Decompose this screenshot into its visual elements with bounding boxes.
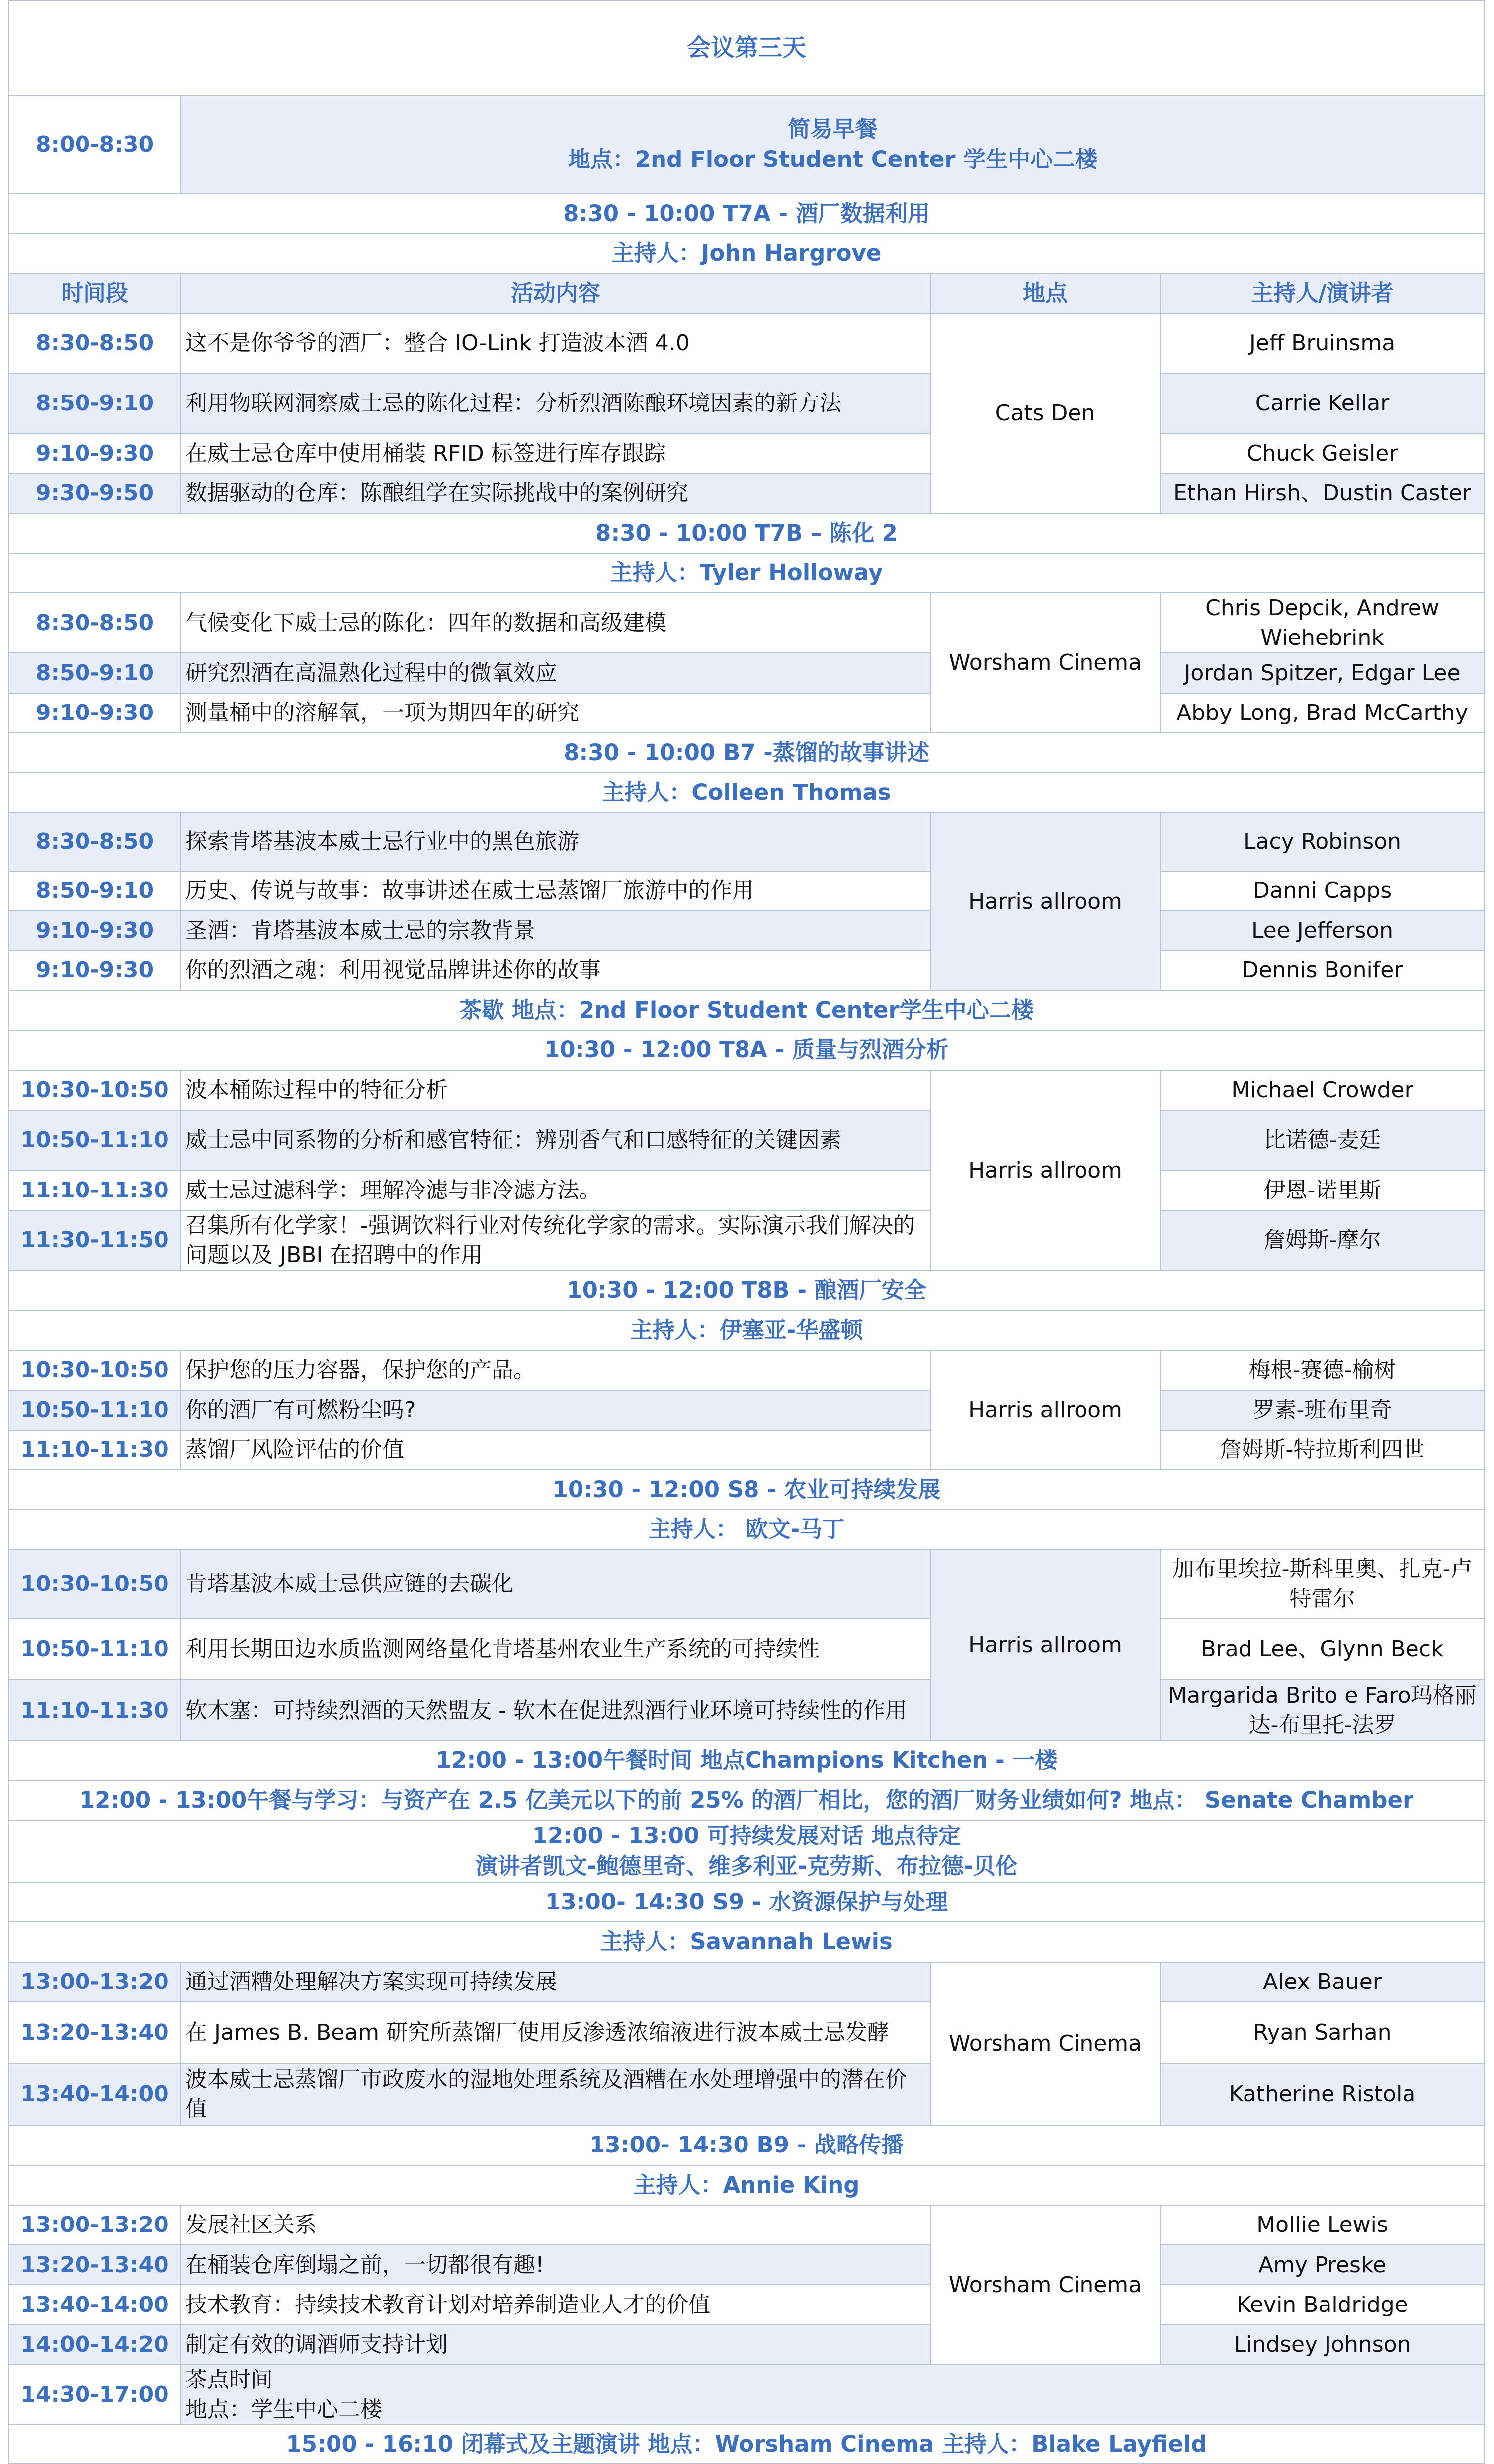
lunch-3-line2: 演讲者凯文-鲍德里奇、维多利亚-克劳斯、布拉德-贝伦 [475,1853,1018,1880]
slot-time: 8:30-8:50 [8,812,181,871]
slot-speaker: Lacy Robinson [1160,812,1485,871]
slot-speaker: Chuck Geisler [1160,433,1485,473]
slot-topic: 肯塔基波本威士忌供应链的去碳化 [181,1549,930,1618]
table-row [8,693,1485,733]
slot-speaker: 比诺德-麦廷 [1160,1110,1485,1170]
lunch-1: 12:00 - 13:00午餐时间 地点Champions Kitchen - 一楼 [8,1741,1485,1780]
slot-topic: 你的烈酒之魂：利用视觉品牌讲述你的故事 [181,951,930,990]
table-row [8,593,1485,653]
slot-topic: 威士忌过滤科学：理解冷滤与非冷滤方法。 [181,1170,930,1210]
tea-row [8,2365,1485,2425]
table-row [8,2205,1485,2245]
breakfast-place: 地点：2nd Floor Student Center 学生中心二楼 [568,146,1098,172]
tea-place: 地点：学生中心二楼 [185,2396,382,2422]
session-host: 主持人：Colleen Thomas [8,773,1485,812]
slot-time: 10:50-11:10 [8,1618,181,1680]
slot-speaker: 詹姆斯-特拉斯利四世 [1160,1430,1485,1470]
tea-time: 14:30-17:00 [8,2365,181,2425]
session-host: 主持人： 欧文-马丁 [8,1510,1485,1549]
breakfast-info [181,95,1485,194]
table-row [8,2245,1485,2285]
slot-topic: 制定有效的调酒师支持计划 [181,2325,930,2365]
slot-time: 9:30-9:50 [8,474,181,513]
table-row [8,911,1485,951]
table-row [8,1962,1485,2002]
header-row [8,274,1485,314]
slot-topic: 发展社区关系 [181,2205,930,2245]
table-row [8,871,1485,911]
slot-topic: 利用长期田边水质监测网络量化肯塔基州农业生产系统的可持续性 [181,1618,930,1680]
table-row [8,474,1485,513]
slot-topic: 波本威士忌蒸馏厂市政废水的湿地处理系统及酒糟在水处理增强中的潜在价值 [181,2063,930,2125]
slot-topic: 研究烈酒在高温熟化过程中的微氧效应 [181,653,930,693]
slot-speaker: 加布里埃拉-斯科里奥、扎克-卢特雷尔 [1160,1549,1485,1618]
slot-speaker: Mollie Lewis [1160,2205,1485,2245]
slot-time: 10:50-11:10 [8,1390,181,1430]
table-row [8,1390,1485,1430]
slot-time: 10:30-10:50 [8,1350,181,1390]
table-row [8,1680,1485,1741]
slot-topic: 这不是你爷爷的酒厂：整合 IO-Link 打造波本酒 4.0 [181,314,930,373]
slot-time: 8:50-9:10 [8,373,181,433]
session-host: 主持人：John Hargrove [8,234,1485,273]
slot-speaker: Ryan Sarhan [1160,2002,1485,2063]
header-topic: 活动内容 [181,274,930,314]
slot-time: 13:40-14:00 [8,2063,181,2125]
slot-time: 13:20-13:40 [8,2002,181,2063]
slot-topic: 蒸馏厂风险评估的价值 [181,1430,930,1470]
slot-speaker: Dennis Bonifer [1160,951,1485,990]
slot-speaker: Alex Bauer [1160,1962,1485,2002]
slot-topic: 利用物联网洞察威士忌的陈化过程：分析烈酒陈酿环境因素的新方法 [181,373,930,433]
breakfast-row [8,95,1485,194]
slot-topic: 数据驱动的仓库：陈酿组学在实际挑战中的案例研究 [181,474,930,513]
slot-speaker: Ethan Hirsh、Dustin Caster [1160,474,1485,513]
slot-speaker: Lindsey Johnson [1160,2325,1485,2365]
tea-name: 茶点时间 [185,2367,273,2393]
slot-time: 9:10-9:30 [8,693,181,733]
table-row [8,1070,1485,1110]
slot-topic: 通过酒糟处理解决方案实现可持续发展 [181,1962,930,2002]
slot-speaker: Katherine Ristola [1160,2063,1485,2125]
slot-topic: 软木塞：可持续烈酒的天然盟友 - 软木在促进烈酒行业环境可持续性的作用 [181,1680,930,1741]
slot-speaker: Brad Lee、Glynn Beck [1160,1618,1485,1680]
slot-time: 13:40-14:00 [8,2285,181,2324]
slot-time: 8:50-9:10 [8,871,181,911]
day-three-schedule [8,0,1485,2464]
slot-topic: 在威士忌仓库中使用桶装 RFID 标签进行库存跟踪 [181,433,930,473]
slot-time: 11:10-11:30 [8,1170,181,1210]
slot-speaker: Kevin Baldridge [1160,2285,1485,2324]
slot-speaker: Michael Crowder [1160,1070,1485,1110]
slot-topic: 在桶装仓库倒塌之前，一切都很有趣! [181,2245,930,2285]
slot-time: 14:00-14:20 [8,2325,181,2365]
table-row [8,2285,1485,2324]
slot-topic: 技术教育：持续技术教育计划对培养制造业人才的价值 [181,2285,930,2324]
session-title: 10:30 - 12:00 S8 - 农业可持续发展 [8,1470,1485,1510]
slot-topic: 波本桶陈过程中的特征分析 [181,1070,930,1110]
slot-time: 11:10-11:30 [8,1680,181,1741]
slot-topic: 圣酒：肯塔基波本威士忌的宗教背景 [181,911,930,951]
slot-time: 11:10-11:30 [8,1430,181,1470]
table-row [8,1618,1485,1680]
slot-speaker: Danni Capps [1160,871,1485,911]
tea-info [181,2365,1485,2425]
session-host: 主持人：Savannah Lewis [8,1922,1485,1962]
slot-time: 11:30-11:50 [8,1210,181,1271]
table-row [8,1430,1485,1470]
tea-break-1: 茶歇 地点：2nd Floor Student Center学生中心二楼 [8,990,1485,1030]
table-row [8,1350,1485,1390]
slot-topic: 探索肯塔基波本威士忌行业中的黑色旅游 [181,812,930,871]
slot-time: 8:30-8:50 [8,314,181,373]
session-host: 主持人：伊塞亚-华盛顿 [8,1310,1485,1350]
slot-time: 13:00-13:20 [8,2205,181,2245]
session-venue: Cats Den [930,314,1160,513]
table-row [8,433,1485,473]
slot-speaker: 罗素-班布里奇 [1160,1390,1485,1430]
session-venue: Harris allroom [930,1549,1160,1741]
header-time: 时间段 [8,274,181,314]
slot-speaker: Lee Jefferson [1160,911,1485,951]
header-venue: 地点 [930,274,1160,314]
table-row [8,812,1485,871]
slot-time: 9:10-9:30 [8,433,181,473]
lunch-3 [8,1821,1485,1882]
table-row [8,1110,1485,1170]
slot-time: 9:10-9:30 [8,951,181,990]
breakfast-name: 简易早餐 [788,116,878,143]
slot-speaker: Jeff Bruinsma [1160,314,1485,373]
table-row [8,951,1485,990]
slot-speaker: Carrie Kellar [1160,373,1485,433]
title-row [8,0,1485,95]
slot-topic: 在 James B. Beam 研究所蒸馏厂使用反渗透浓缩液进行波本威士忌发酵 [181,2002,930,2063]
session-title: 8:30 - 10:00 T7A - 酒厂数据利用 [8,194,1485,234]
lunch-3-line1: 12:00 - 13:00 可持续发展对话 地点待定 [532,1823,961,1849]
slot-time: 10:30-10:50 [8,1549,181,1618]
slot-speaker: Jordan Spitzer, Edgar Lee [1160,653,1485,693]
slot-speaker: Chris Depcik, Andrew Wiehebrink [1160,593,1485,653]
slot-topic: 保护您的压力容器，保护您的产品。 [181,1350,930,1390]
session-venue: Harris allroom [930,812,1160,990]
session-title: 10:30 - 12:00 T8A - 质量与烈酒分析 [8,1031,1485,1070]
table-row [8,1549,1485,1618]
slot-time: 10:30-10:50 [8,1070,181,1110]
slot-speaker: Margarida Brito e Faro玛格丽达-布里托-法罗 [1160,1680,1485,1741]
day-title: 会议第三天 [8,0,1485,95]
slot-time: 9:10-9:30 [8,911,181,951]
session-title: 13:00- 14:30 B9 - 战略传播 [8,2126,1485,2165]
slot-topic: 历史、传说与故事：故事讲述在威士忌蒸馏厂旅游中的作用 [181,871,930,911]
session-venue: Harris allroom [930,1350,1160,1470]
table-row [8,2325,1485,2365]
slot-time: 8:30-8:50 [8,593,181,653]
table-row [8,2002,1485,2063]
slot-speaker: 詹姆斯-摩尔 [1160,1210,1485,1271]
session-title: 8:30 - 10:00 T7B – 陈化 2 [8,513,1485,553]
slot-topic: 你的酒厂有可燃粉尘吗? [181,1390,930,1430]
slot-topic: 威士忌中同系物的分析和感官特征：辨别香气和口感特征的关键因素 [181,1110,930,1170]
session-host: 主持人：Annie King [8,2165,1485,2205]
session-venue: Worsham Cinema [930,2205,1160,2365]
session-title: 13:00- 14:30 S9 - 水资源保护与处理 [8,1882,1485,1922]
lunch-2: 12:00 - 13:00午餐与学习：与资产在 2.5 亿美元以下的前 25% 的酒厂相比，您的酒厂财务业绩如何? 地点： Senate Chamber [8,1781,1485,1821]
slot-topic: 测量桶中的溶解氧，一项为期四年的研究 [181,693,930,733]
header-speaker: 主持人/演讲者 [1160,274,1485,314]
table-row [8,2063,1485,2125]
slot-time: 13:20-13:40 [8,2245,181,2285]
table-row [8,1170,1485,1210]
session-title: 8:30 - 10:00 B7 -蒸馏的故事讲述 [8,733,1485,773]
slot-time: 8:50-9:10 [8,653,181,693]
table-row [8,314,1485,373]
session-venue: Harris allroom [930,1070,1160,1271]
session-host: 主持人：Tyler Holloway [8,553,1485,593]
slot-speaker: Abby Long, Brad McCarthy [1160,693,1485,733]
session-venue: Worsham Cinema [930,1962,1160,2126]
table-row [8,1210,1485,1271]
slot-speaker: 梅根-赛德-榆树 [1160,1350,1485,1390]
closing-ceremony: 15:00 - 16:10 闭幕式及主题演讲 地点：Worsham Cinema 主持人：Blake Layfield [8,2425,1485,2464]
session-venue: Worsham Cinema [930,593,1160,733]
session-title: 10:30 - 12:00 T8B - 酿酒厂安全 [8,1271,1485,1310]
slot-speaker: Amy Preske [1160,2245,1485,2285]
slot-speaker: 伊恩-诺里斯 [1160,1170,1485,1210]
breakfast-time: 8:00-8:30 [8,95,181,194]
slot-topic: 召集所有化学家！-强调饮料行业对传统化学家的需求。实际演示我们解决的问题以及 JBBI 在招聘中的作用 [181,1210,930,1271]
table-row [8,373,1485,433]
slot-time: 10:50-11:10 [8,1110,181,1170]
table-row [8,653,1485,693]
slot-time: 13:00-13:20 [8,1962,181,2002]
slot-topic: 气候变化下威士忌的陈化：四年的数据和高级建模 [181,593,930,653]
